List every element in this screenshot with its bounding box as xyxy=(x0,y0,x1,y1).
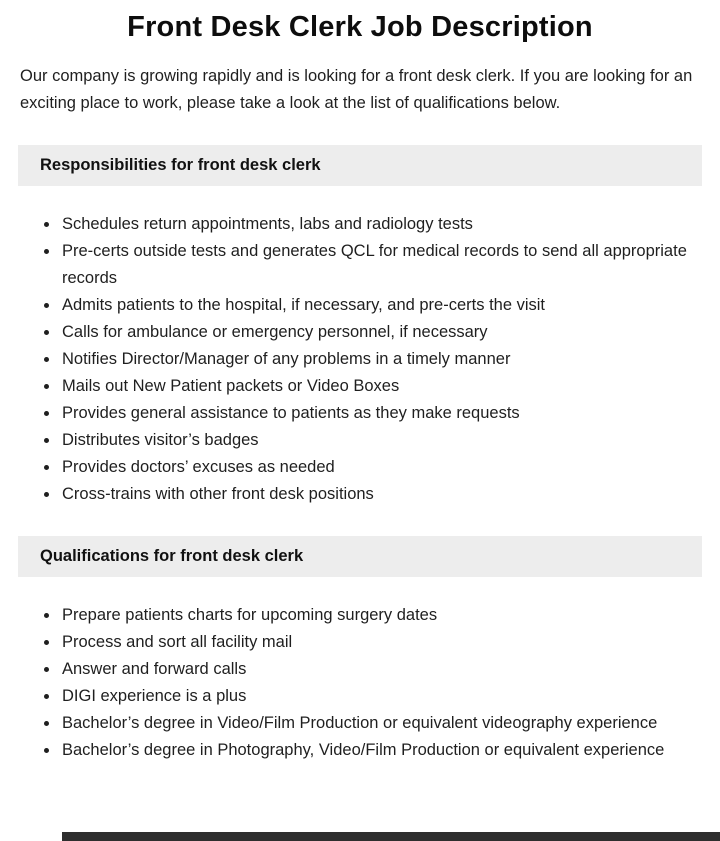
list-item: • Distributes visitor’s badges xyxy=(60,427,692,454)
list-item: • Mails out New Patient packets or Video Boxes xyxy=(60,373,692,400)
list-item: • Process and sort all facility mail xyxy=(60,629,692,656)
list-item: • Admits patients to the hospital, if necessary, and pre-certs the visit xyxy=(60,292,692,319)
list-item: • Notifies Director/Manager of any problems in a timely manner xyxy=(60,346,692,373)
footer-bar xyxy=(62,832,720,841)
list-item: • Answer and forward calls xyxy=(60,656,692,683)
section-header-qualifications xyxy=(18,536,702,577)
page-title: Front Desk Clerk Job Description xyxy=(127,11,593,43)
list-item: • Pre-certs outside tests and generates QCL for medical records to send all appropriate records xyxy=(60,238,692,292)
list-item: • Cross-trains with other front desk positions xyxy=(60,481,692,508)
intro-paragraph: Our company is growing rapidly and is looking for a front desk clerk. If you are looking for an exciting place to work, please take a look at the list of qualifications below. xyxy=(20,67,693,112)
list-item: • Schedules return appointments, labs and radiology tests xyxy=(60,211,692,238)
responsibilities-list xyxy=(40,211,692,508)
responsibilities-section xyxy=(0,145,720,508)
list-item: • Bachelor’s degree in Video/Film Production or equivalent videography experience xyxy=(60,710,692,737)
list-item: • Bachelor’s degree in Photography, Video/Film Production or equivalent experience xyxy=(60,737,692,764)
section-heading-qualifications: Qualifications for front desk clerk xyxy=(40,547,304,565)
qualifications-list xyxy=(40,602,692,764)
section-header-responsibilities xyxy=(18,145,702,186)
list-item: • Provides general assistance to patients as they make requests xyxy=(60,400,692,427)
list-item: • Prepare patients charts for upcoming surgery dates xyxy=(60,602,692,629)
list-item: • DIGI experience is a plus xyxy=(60,683,692,710)
section-heading-responsibilities: Responsibilities for front desk clerk xyxy=(40,156,321,174)
qualifications-section xyxy=(0,536,720,764)
list-item: • Calls for ambulance or emergency personnel, if necessary xyxy=(60,319,692,346)
list-item: • Provides doctors’ excuses as needed xyxy=(60,454,692,481)
